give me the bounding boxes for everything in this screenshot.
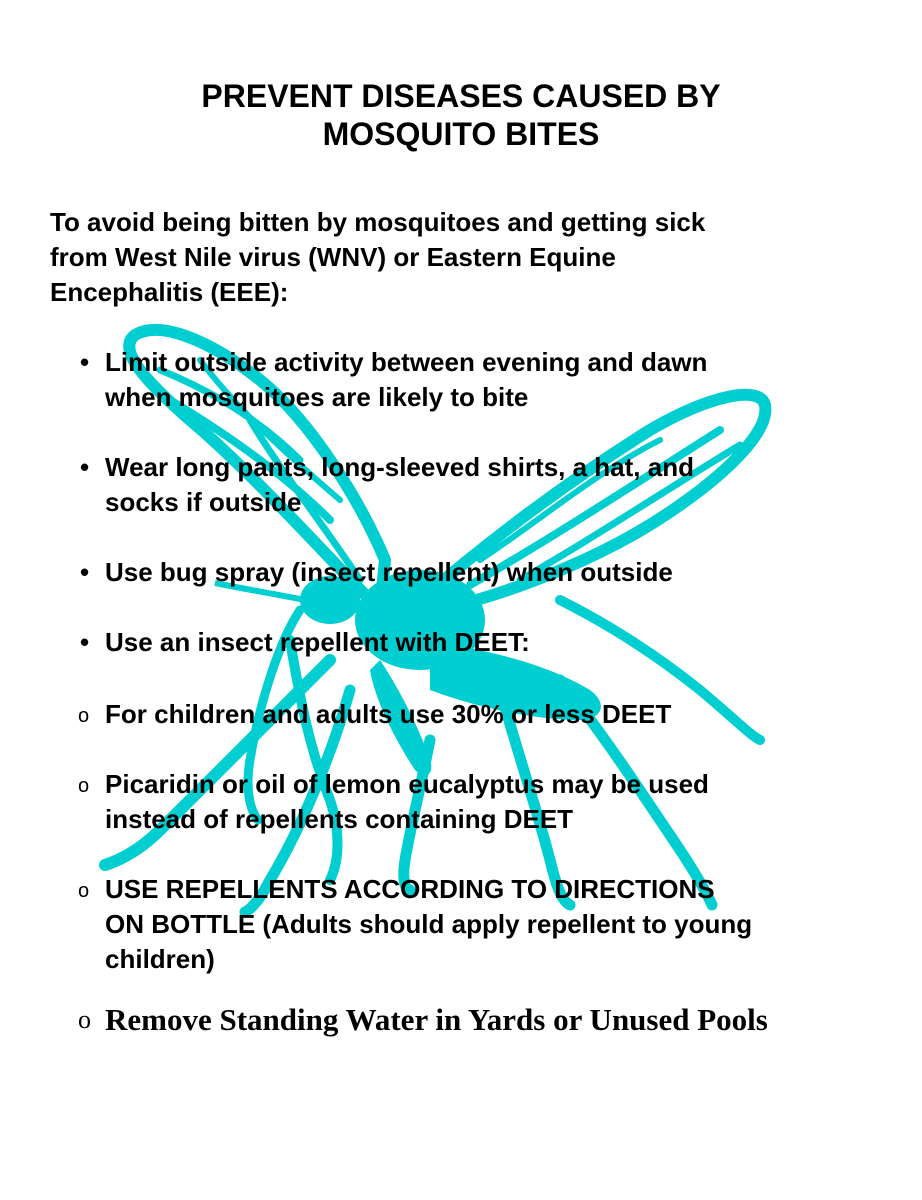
title-line: PREVENT DISEASES CAUSED BY [201,78,721,114]
title-line: MOSQUITO BITES [322,116,600,152]
bullet-icon: • [80,557,90,587]
circle-bullet-icon: o [78,775,90,797]
item-line: Use bug spray (insect repellent) when outside [105,557,673,587]
item-line: USE REPELLENTS ACCORDING TO DIRECTIONS [105,874,715,904]
bullet-icon: • [80,627,90,657]
bullet-icon: • [80,347,90,377]
item-line: children) [105,944,215,974]
intro-paragraph [50,205,870,310]
circle-bullet-icon: o [78,880,90,902]
item-line: when mosquitoes are likely to bite [105,382,529,412]
item-line: Picaridin or oil of lemon eucalyptus may be used [105,769,709,799]
item-line: Limit outside activity between evening and dawn [105,347,708,377]
item-line: instead of repellents containing DEET [105,804,574,834]
page-title [0,77,922,153]
item-line: For children and adults use 30% or less DEET [105,699,672,729]
item-line: ON BOTTLE (Adults should apply repellent to young [105,909,753,939]
intro-line: from West Nile virus (WNV) or Eastern Equine [50,242,616,272]
bullet-icon: • [80,452,90,482]
item-line: Wear long pants, long-sleeved shirts, a hat, and [105,452,694,482]
circle-bullet-icon: o [78,1005,91,1034]
intro-line: Encephalitis (EEE): [50,277,289,307]
circle-bullet-icon: o [78,705,90,727]
intro-line: To avoid being bitten by mosquitoes and getting sick [50,207,706,237]
item-line: Use an insect repellent with DEET: [105,627,530,657]
item-line: socks if outside [105,487,302,517]
item-line: Remove Standing Water in Yards or Unused Pools [105,1002,768,1037]
